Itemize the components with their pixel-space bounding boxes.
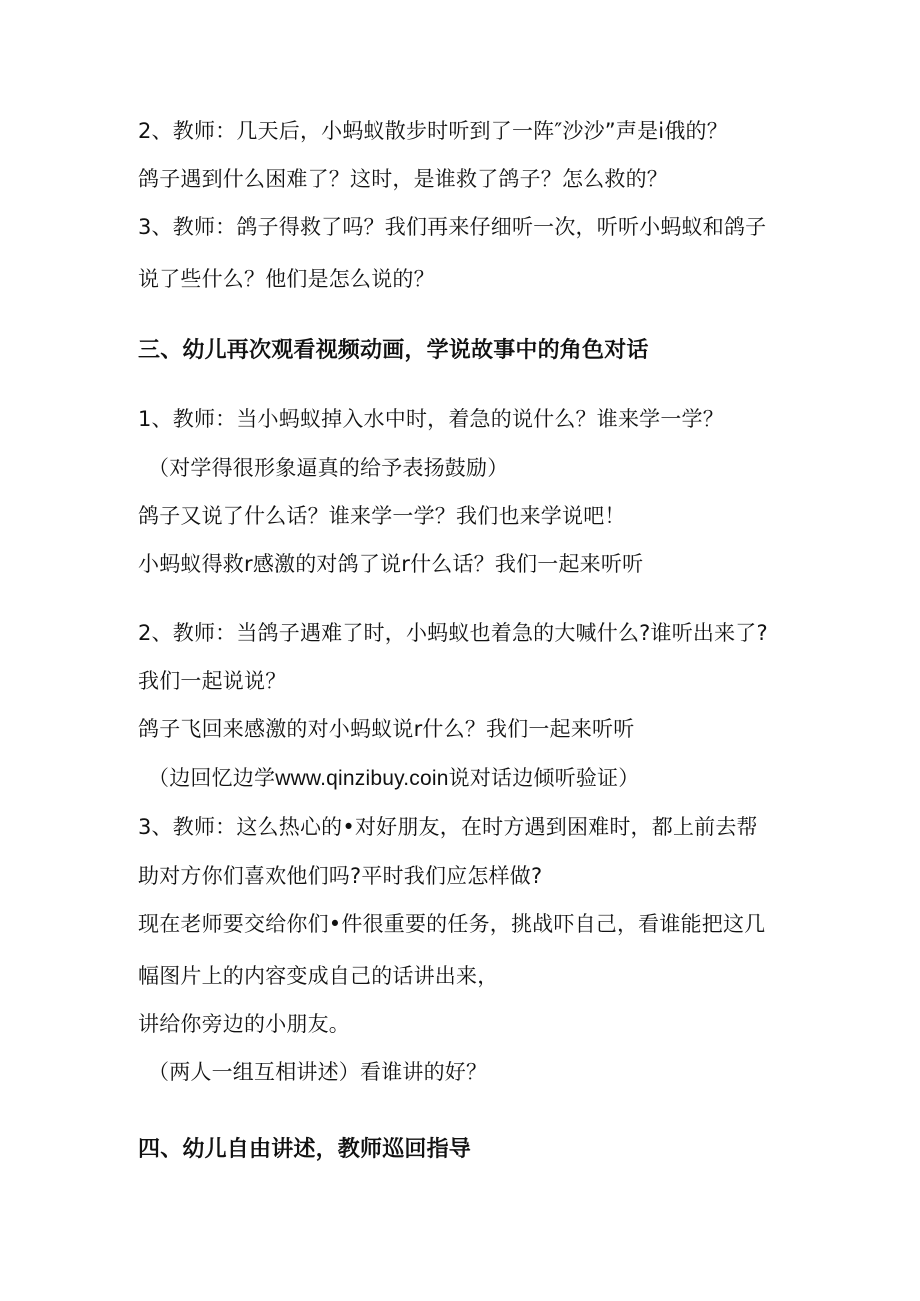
paragraph-line: 鸽子飞回来感激的对小蚂蚁说r什么？我们一起来听听	[138, 717, 635, 741]
paragraph-line: 助对方你们喜欢他们吗?平时我们应怎样做?	[138, 864, 543, 888]
paragraph-line: 小蚂蚁得救r感激的对鸽了说r什么话？我们一起来听听	[138, 552, 644, 576]
section-heading: 四、幼儿自由讲述，教师巡回指导	[138, 1137, 472, 1162]
paragraph-line: 鸽子遇到什么困难了？这时，是谁救了鸽子？怎么救的？	[138, 167, 668, 191]
section-heading: 三、幼儿再次观看视频动画，学说故事中的角色对话	[138, 338, 649, 363]
paragraph-line: 3、教师：鸽子得救了吗？我们再来仔细听一次，听听小蚂蚁和鸽子	[138, 215, 767, 239]
paragraph-line: 说了些什么？他们是怎么说的？	[138, 267, 435, 291]
paragraph-text: （边回忆边学	[148, 766, 276, 790]
paragraph-line: （对学得很形象逼真的给予表扬鼓励）	[148, 456, 509, 480]
paragraph-line: 3、教师：这么热心的•对好朋友，在时方遇到困难时，都上前去帮	[138, 815, 758, 839]
paragraph-line: 2、教师：当鸽子遇难了时，小蚂蚁也着急的大喊什么?谁听出来了?	[138, 621, 768, 645]
paragraph-line: 鸽子又说了什么话？谁来学一学？我们也来学说吧！	[138, 504, 626, 528]
paragraph-line: 1、教师：当小蚂蚁掉入水中时，着急的说什么？谁来学一学？	[138, 407, 724, 431]
paragraph-line: 现在老师要交给你们•件很重要的任务，挑战吓自己，看谁能把这几	[138, 912, 766, 936]
paragraph-text: 说对话边倾听验证）	[448, 766, 640, 790]
website-link[interactable]: www.qinzibuy.coin	[275, 767, 449, 790]
paragraph-line: 讲给你旁边的小朋友。	[138, 1012, 350, 1036]
paragraph-line: 幅图片上的内容变成自己的话讲出来，	[138, 964, 499, 988]
paragraph-line: 我们一起说说？	[138, 669, 287, 693]
paragraph-line: （两人一组互相讲述）看谁讲的好？	[148, 1060, 488, 1084]
paragraph-line: 2、教师：几天后，小蚂蚁散步时听到了一阵″沙沙”声是i俄的？	[138, 119, 728, 143]
paragraph-line	[148, 764, 639, 793]
